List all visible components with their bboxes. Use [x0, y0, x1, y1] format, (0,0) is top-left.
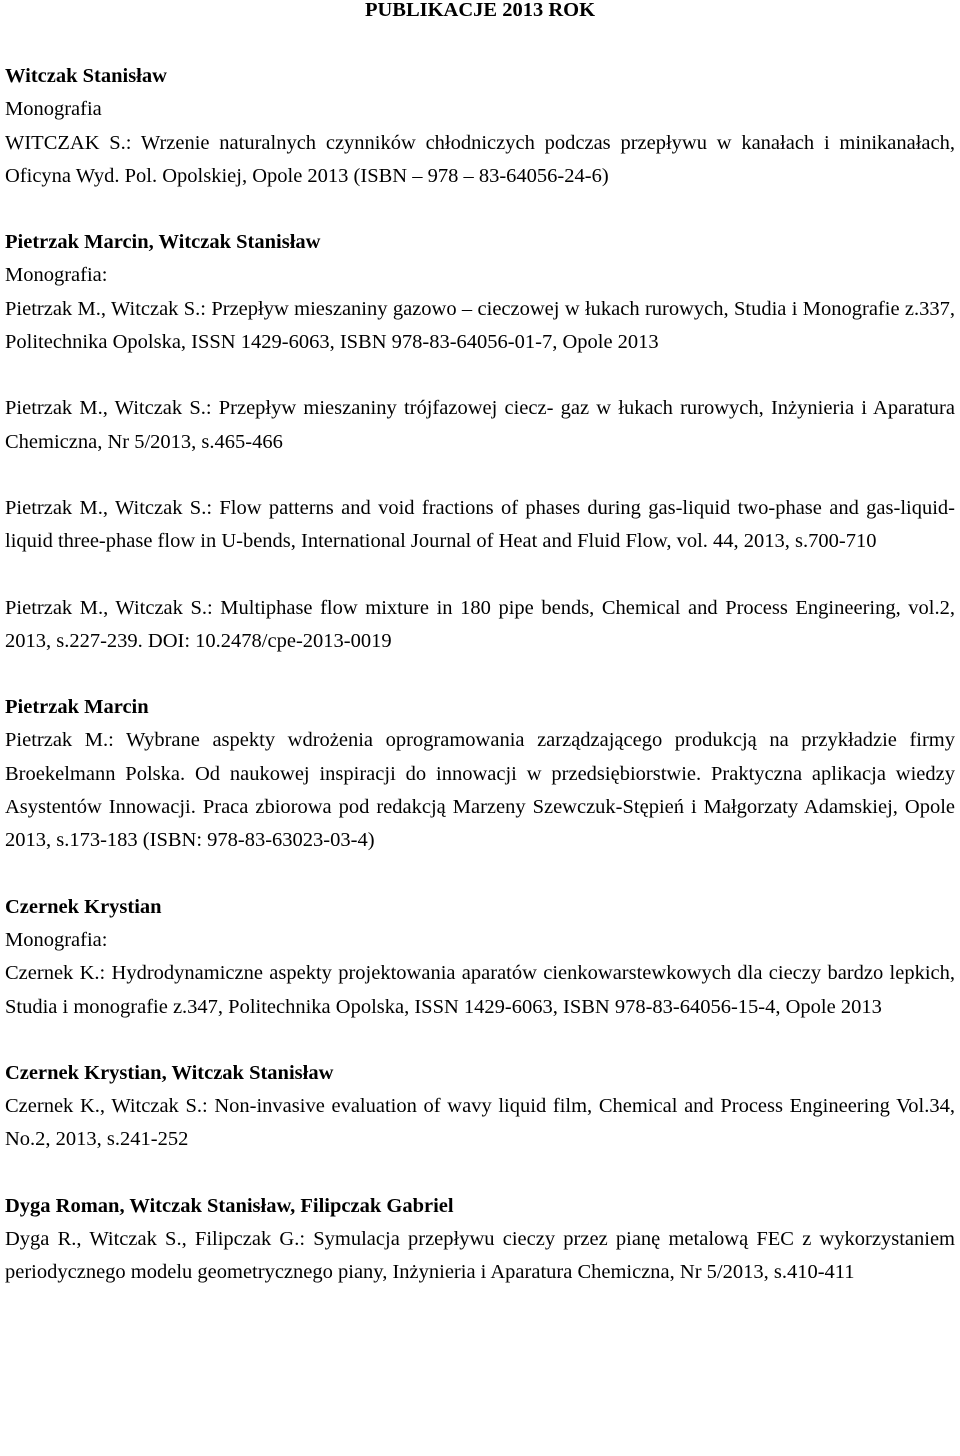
section-czernek — [5, 891, 955, 1024]
section-heading: Pietrzak Marcin — [5, 696, 149, 719]
document-page — [5, 0, 955, 1290]
section-pietrzak-witczak — [5, 226, 955, 658]
publication-entry: Czernek K.: Hydrodynamiczne aspekty projektowania aparatów cienkowarstewkowych dla cieczy bardzo lepkich, Studia i monografie z.347, Politechnika Opolska, ISSN 1429-6063, ISBN 978-83-64056-15-4, Opole 2013 — [5, 962, 955, 1018]
publication-entry: Czernek K., Witczak S.: Non-invasive evaluation of wavy liquid film, Chemical and Process Engineering Vol.34, No.2, 2013, s.241-252 — [5, 1095, 955, 1151]
page-title: PUBLIKACJE 2013 ROK — [364, 0, 596, 21]
publication-entry: Pietrzak M., Witczak S.: Przepływ mieszaniny trójfazowej ciecz- gaz w łukach rurowych, Inżynieria i Aparatura Chemiczna, Nr 5/2013, s.465-466 — [5, 397, 955, 453]
section-pietrzak — [5, 691, 955, 857]
publication-entry: Pietrzak M., Witczak S.: Przepływ mieszaniny gazowo – cieczowej w łukach rurowych, Studia i Monografie z.337, Politechnika Opolska, ISSN 1429-6063, ISBN 978-83-64056-01-7, Opole 2013 — [5, 297, 955, 354]
section-label: Monografia: — [5, 264, 108, 287]
section-dyga-witczak-filipczak — [5, 1190, 955, 1290]
section-czernek-witczak — [5, 1057, 955, 1157]
publication-entry: Pietrzak M., Witczak S.: Flow patterns and void fractions of phases during gas-liquid two-phase and gas-liquid-liquid three-phase flow in U-bends, International Journal of Heat and Fluid Flow, vol. 44, 2013, s.700-710 — [5, 496, 955, 553]
publication-entry: Dyga R., Witczak S., Filipczak G.: Symulacja przepływu cieczy przez pianę metalową FEC z wykorzystaniem periodycznego modelu geometrycznego piany, Inżynieria i Aparatura Chemiczna, Nr 5/2013, s.410-411 — [5, 1228, 955, 1284]
section-witczak — [5, 60, 955, 193]
section-label: Monografia — [5, 98, 102, 121]
section-heading: Czernek Krystian — [5, 895, 162, 918]
publication-entry: Pietrzak M., Witczak S.: Multiphase flow mixture in 180 pipe bends, Chemical and Process Engineering, vol.2, 2013, s.227-239. DOI: 10.2478/cpe-2013-0019 — [5, 596, 955, 652]
publication-entry: Pietrzak M.: Wybrane aspekty wdrożenia oprogramowania zarządzającego produkcją na przykładzie firmy Broekelmann Polska. Od naukowej inspiracji do innowacji w przedsiębiorstwie. Praktyczna aplikacja wiedzy Asystentów Innowacji. Praca zbiorowa pod redakcją Marzeny Szewczuk-Stępień i Małgorzaty Adamskiej, Opole 2013, s.173-183 (ISBN: 978-83-63023-03-4) — [5, 729, 955, 852]
section-heading: Witczak Stanisław — [5, 65, 167, 87]
section-heading: Pietrzak Marcin, Witczak Stanisław — [5, 231, 321, 254]
section-heading: Dyga Roman, Witczak Stanisław, Filipczak Gabriel — [5, 1194, 454, 1217]
section-label: Monografia: — [5, 928, 108, 951]
section-heading: Czernek Krystian, Witczak Stanisław — [5, 1061, 334, 1084]
publication-entry: WITCZAK S.: Wrzenie naturalnych czynników chłodniczych podczas przepływu w kanałach i minikanałach, Oficyna Wyd. Pol. Opolskiej, Opole 2013 (ISBN – 978 – 83-64056-24-6) — [5, 131, 955, 187]
